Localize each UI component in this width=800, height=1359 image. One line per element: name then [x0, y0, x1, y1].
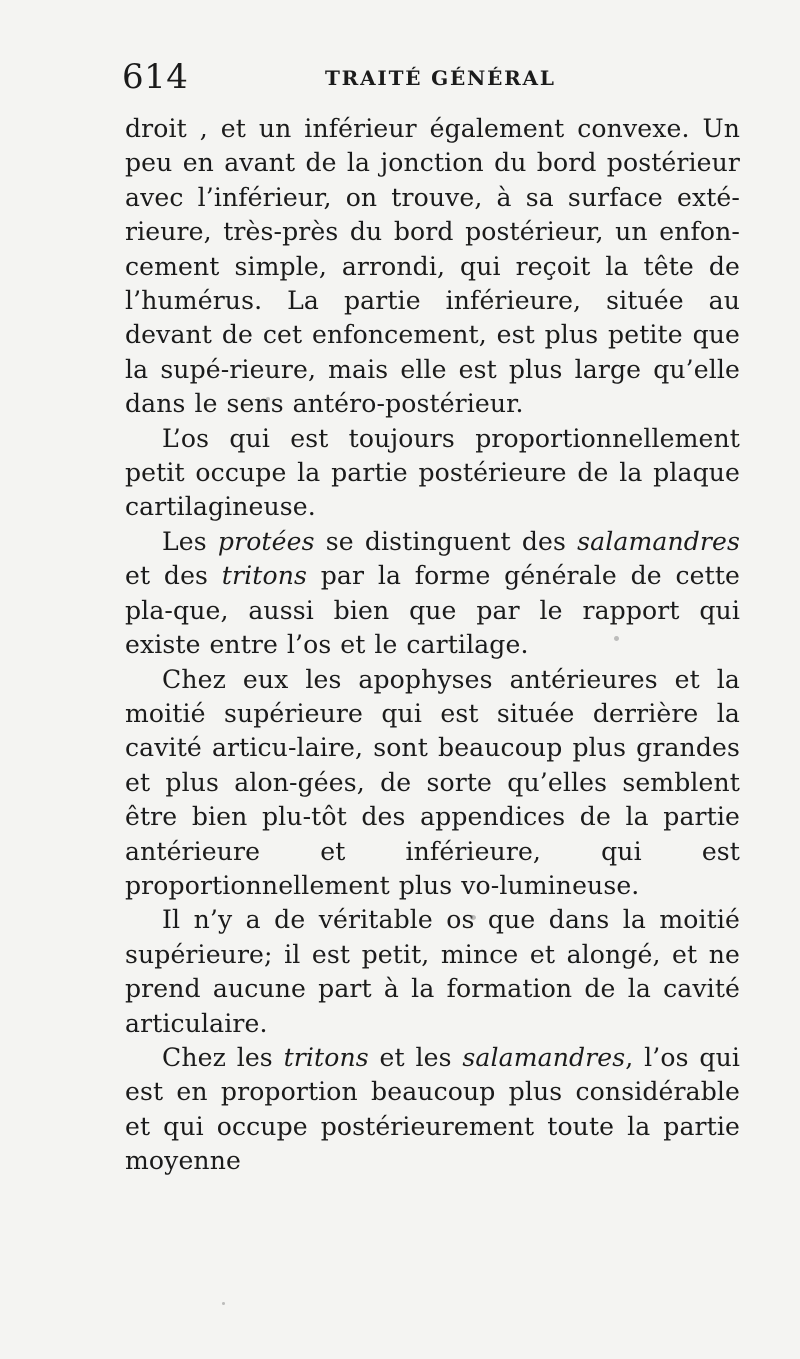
- text-segment: Chez eux les apophyses antérieures et la moitié supérieure qui est située derrière la cavité articu-laire, sont beaucoup plus grandes et plus alon-gées, de sorte qu’elles semblent être bien plu-tôt des appendices de la partie antérieure et inférieure, qui est proportionnellement plus vo-lumineuse.: [125, 664, 740, 900]
- text-segment: et des: [125, 561, 222, 591]
- italic-term: tritons: [221, 561, 307, 591]
- text-segment: se distinguent des: [314, 526, 578, 556]
- paragraph-3: [125, 525, 740, 663]
- paragraph-5: [125, 903, 740, 1041]
- text-segment: , l’os qui est en proportion beaucoup plus considérable et qui occupe postérieurement toute la partie moyenne: [125, 1042, 740, 1176]
- running-title: TRAITÉ GÉNÉRAL: [325, 66, 556, 90]
- text-segment: Il n’y a de véritable os que dans la moitié supérieure; il est petit, mince et alongé, et ne prend aucune part à la formation de la cavité articulaire.: [125, 905, 740, 1038]
- text-segment: Chez les: [162, 1042, 284, 1072]
- text-segment: droit , et un inférieur également convexe. Un peu en avant de la jonction du bord postérieur avec l’inférieur, on trouve, à sa surface exté-rieure, très-près du bord postérieur, un enfon-cement simple, arrondi, qui reçoit la tête de l’humérus. La partie inférieure, située au devant de cet enfoncement, est plus petite que la supé-rieure, mais elle est plus large qu’elle dans le sens antéro-postérieur.: [125, 114, 740, 419]
- page-number: 614: [122, 57, 189, 97]
- paper-speck: [266, 397, 270, 401]
- paragraph-4: [125, 663, 740, 904]
- text-segment: par la forme générale de cette pla-que, aussi bien que par le rapport qui existe entre l’os et le cartilage.: [125, 561, 740, 660]
- paragraph-2: [125, 422, 740, 525]
- paper-speck: [222, 1302, 225, 1305]
- text-segment: L’os qui est toujours proportionnellement petit occupe la partie postérieure de la plaque cartilagineuse.: [125, 423, 740, 522]
- text-segment: Les: [162, 526, 218, 556]
- page-header: [122, 58, 732, 102]
- italic-term: salamandres: [462, 1042, 626, 1072]
- italic-term: salamandres: [577, 526, 740, 556]
- paper-speck: [470, 915, 476, 920]
- body-text: [125, 112, 740, 1322]
- italic-term: tritons: [283, 1042, 369, 1072]
- paragraph-6: [125, 1041, 740, 1179]
- text-segment: et les: [368, 1042, 463, 1072]
- italic-term: protées: [217, 526, 315, 556]
- paragraph-1: [125, 112, 740, 422]
- paper-speck: [614, 636, 619, 641]
